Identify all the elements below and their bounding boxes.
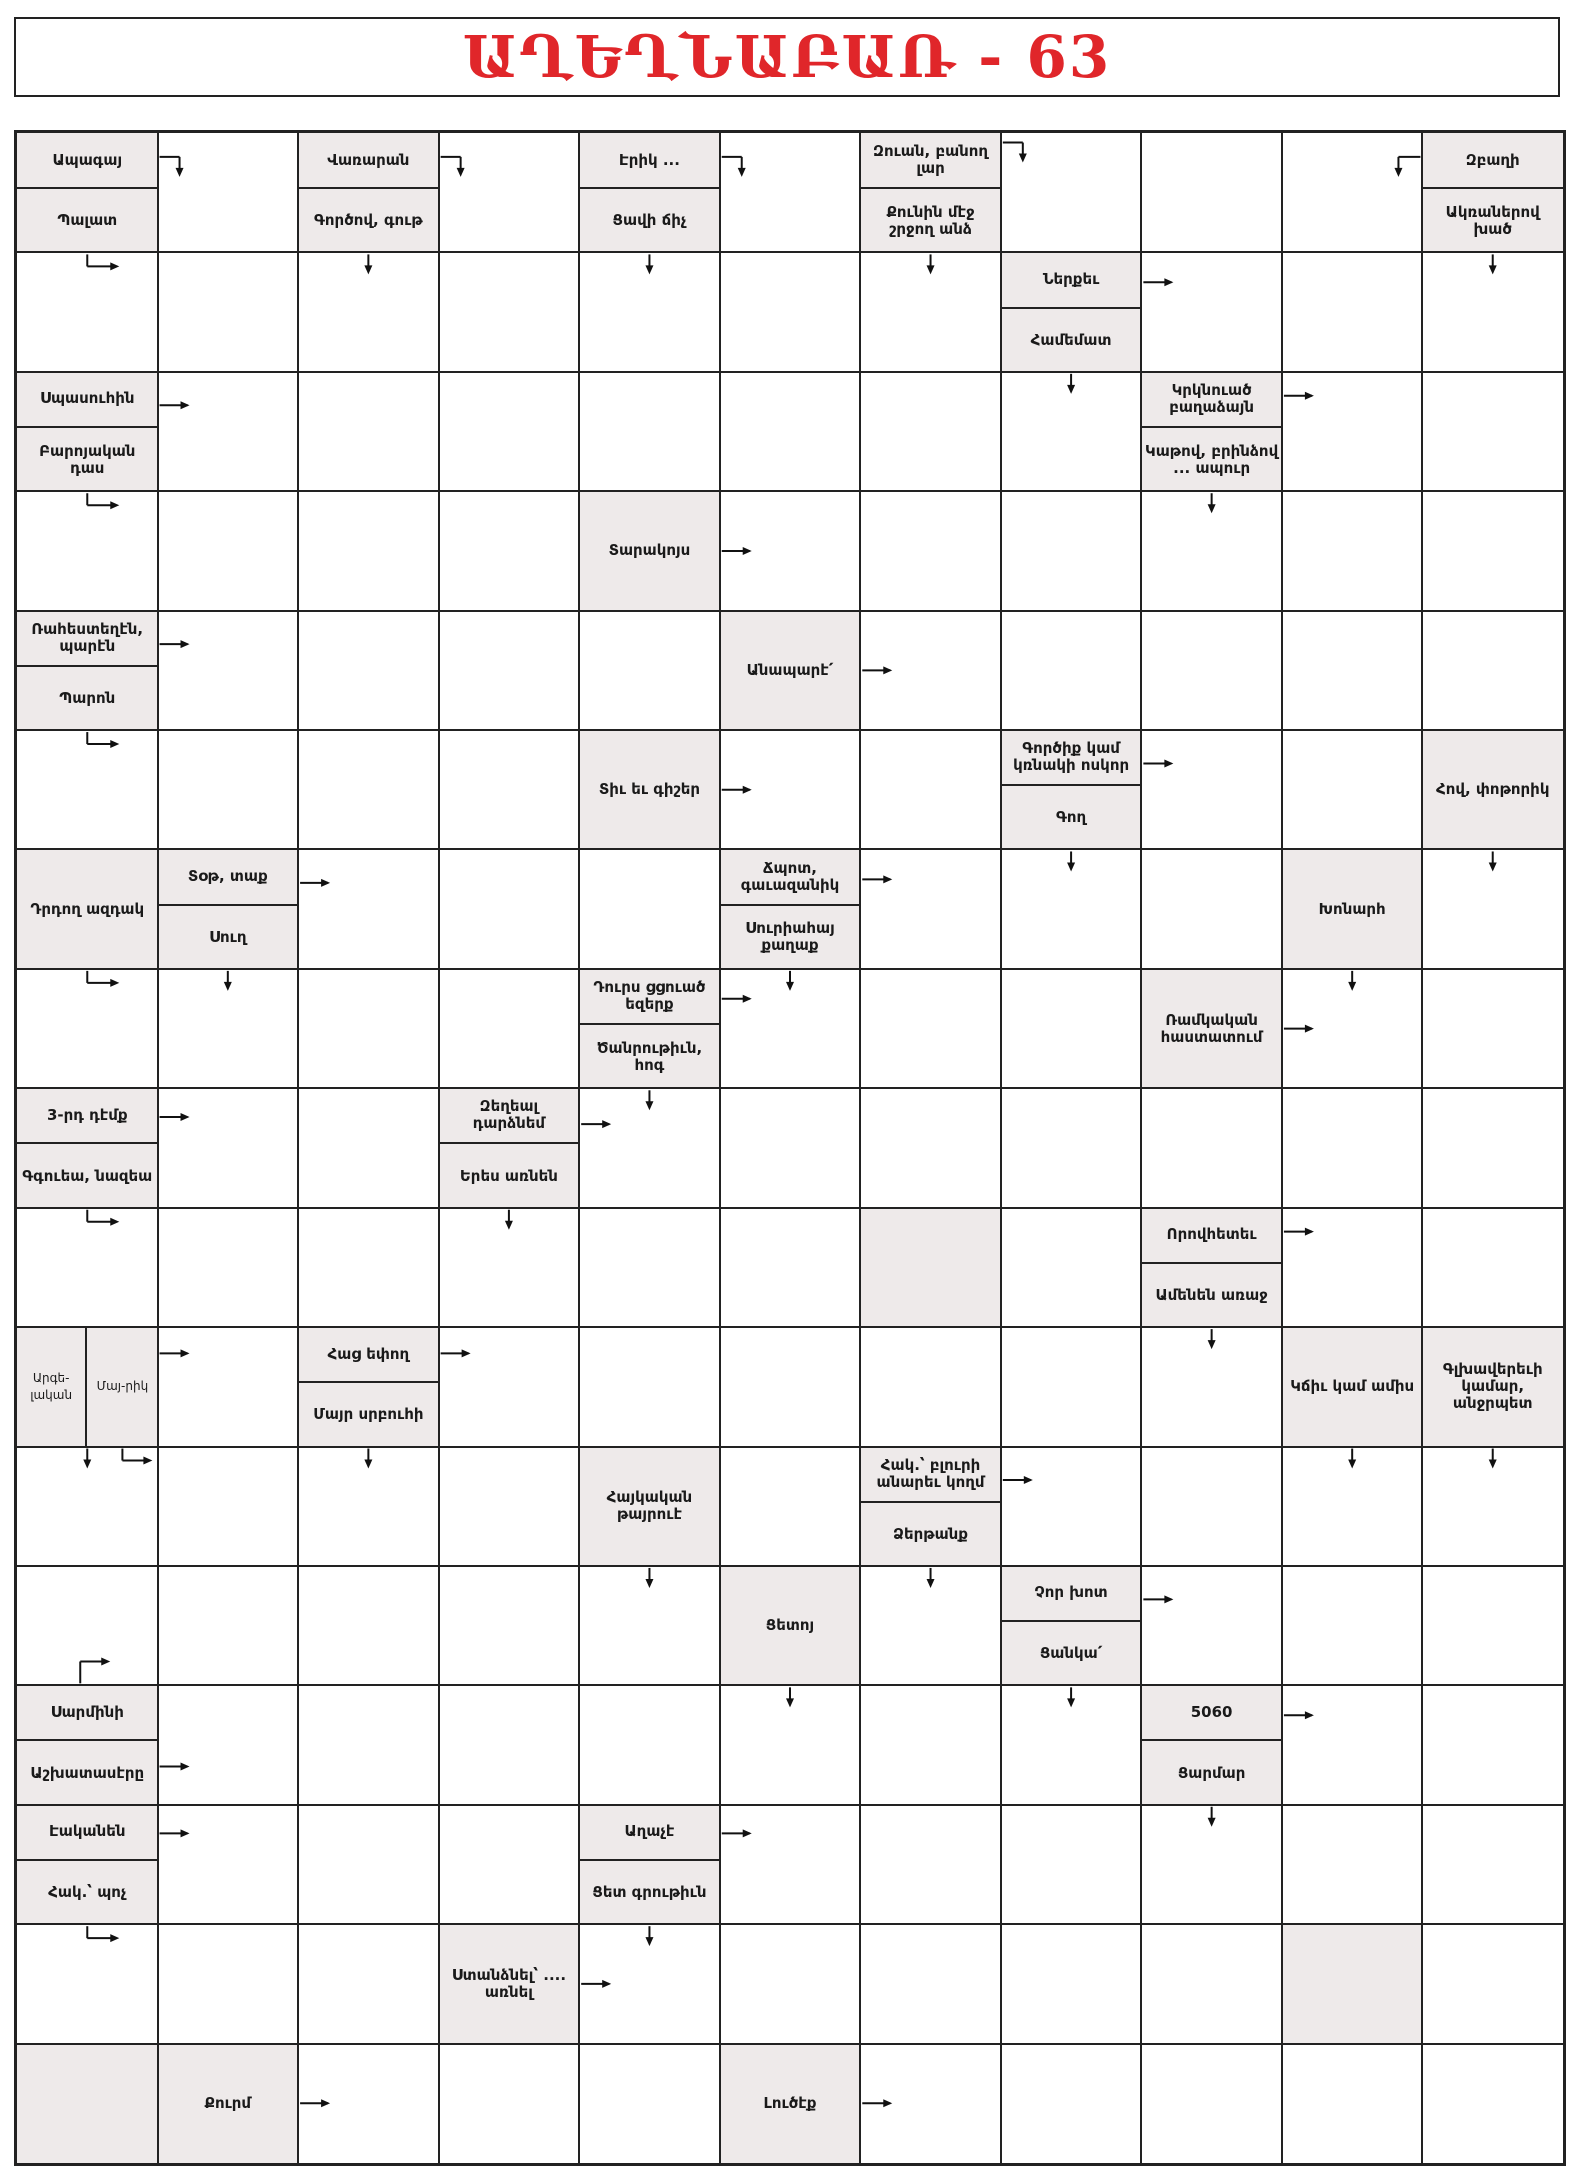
clue-arrow-icon [1003,143,1027,163]
clue-arrow-icon [80,1657,110,1683]
clue-cell: Քուրմ [158,2044,299,2163]
clue-cell: Տիւ եւ գիշեր [579,730,720,849]
clue-cell: 5060 [1141,1685,1282,1741]
clue-cell: Զբաղի [1422,133,1563,189]
clue-cell: Ապագայ [17,133,158,189]
clue-arrow-icon [1394,157,1420,177]
clue-arrow-icon [1489,1449,1497,1469]
clue-arrow-icon [722,157,746,177]
clue-arrow-icon [581,1980,611,1988]
clue-arrow-icon [645,254,653,274]
clue-cell: Արգե-լական [17,1327,87,1446]
clue-arrow-icon [160,1763,190,1771]
clue-cell: Կճիւ կամ ամիս [1282,1327,1423,1446]
clue-cell: Ցարմար [1141,1741,1282,1804]
clue-arrow-icon [1143,759,1173,767]
clue-cell: Սպասուհին [17,372,158,428]
clue-cell: Ակռաներով խած [1422,189,1563,252]
clue-cell: Գործով, գութ [298,189,439,252]
clue-arrow-icon [786,1687,794,1707]
clue-cell: Ամենեն առաջ [1141,1264,1282,1327]
clue-cell: Սարմինի [17,1685,158,1741]
clue-arrow-icon [87,1210,119,1226]
clue-cell: Աշխատասէրը [17,1741,158,1804]
clue-arrow-icon [441,1349,471,1357]
clue-arrow-icon [300,879,330,887]
clue-cell: Որովհետեւ [1141,1208,1282,1264]
clue-arrow-icon [722,547,752,555]
clue-arrow-icon [160,640,190,648]
clue-cell: Սուրիահայ քաղաք [720,906,861,969]
clue-cell: Գործիք կամ կռնակի ոսկոր [1001,730,1142,786]
clue-arrow-icon [87,493,119,509]
clue-arrow-icon [722,786,752,794]
clue-arrow-icon [160,157,184,177]
clue-cell: Մայ-րիկ [87,1327,157,1446]
clue-cell: Տարակոյս [579,491,720,610]
clue-cell: Դրդող ազդակ [17,849,158,968]
clue-arrow-icon [1067,1687,1075,1707]
clue-arrow-icon [862,666,892,674]
clue-arrow-icon [1489,851,1497,871]
clue-cell: Էրիկ ... [579,133,720,189]
clue-arrow-icon [441,157,465,177]
clue-arrow-icon [1208,1329,1216,1349]
clue-arrow-icon [160,1349,190,1357]
clue-arrow-icon [862,2099,892,2107]
clue-arrow-icon [927,254,935,274]
clue-arrow-icon [364,1449,372,1469]
clue-cell: Լուծէք [720,2044,861,2163]
clue-cell: Գլխավերեւի կամար, անջրպետ [1422,1327,1563,1446]
clue-cell: Համեմատ [1001,309,1142,372]
clue-arrow-icon [160,1113,190,1121]
clue-cell: Խոնարհ [1282,849,1423,968]
clue-arrow-icon [786,971,794,991]
clue-cell: Հակ.՝ պոչ [17,1861,158,1924]
clue-arrow-icon [87,254,119,270]
clue-cell: Գող [1001,786,1142,849]
clue-arrow-icon [581,1120,611,1128]
clue-arrow-icon [645,1568,653,1588]
clue-arrow-icon [1208,493,1216,513]
clue-cell: Պալատ [17,189,158,252]
clue-cell: Ճպոտ, գաւազանիկ [720,849,861,905]
clue-cell: Ռամկական հաստատում [1141,969,1282,1088]
clue-cell: Պարոն [17,667,158,730]
clue-cell: Ձերթանք [860,1503,1001,1566]
clue-arrow-icon [160,401,190,409]
clue-cell: Տօթ, տաք [158,849,299,905]
arrows-layer [17,133,1563,2163]
clue-arrow-icon [87,971,119,987]
clue-arrow-icon [1067,851,1075,871]
clue-cell: Հայկական թայրուէ [579,1447,720,1566]
clue-cell: Հակ.՝ բլուրի անարեւ կողմ [860,1447,1001,1503]
clue-arrow-icon [1489,254,1497,274]
clue-cell: Գգուեա, նազեա [17,1144,158,1207]
clue-cell: Մայր սրբուհի [298,1383,439,1446]
clue-arrow-icon [1284,1228,1314,1236]
clue-cell: Հաց եփող [298,1327,439,1383]
clue-arrow-icon [722,1829,752,1837]
clue-cell: Զեղեալ դարձնեմ [439,1088,580,1144]
page-title: ԱՂԵՂՆԱԲԱՌ - 63 [462,23,1112,91]
clue-arrow-icon [645,1926,653,1946]
clue-cell: Չոր խոտ [1001,1566,1142,1622]
clue-cell: Անապարէ՛ [720,611,861,730]
clue-arrow-icon [83,1449,91,1469]
clue-arrow-icon [1067,374,1075,394]
clue-arrow-icon [505,1210,513,1230]
clue-arrow-icon [87,1926,119,1942]
clue-arrow-icon [1143,1595,1173,1603]
clue-cell: Բարոյական դաս [17,428,158,491]
clue-cell: Կրկնուած բաղաձայն [1141,372,1282,428]
clue-arrow-icon [1208,1807,1216,1827]
clue-cell: Վառարան [298,133,439,189]
clue-cell: Զուան, բանող լար [860,133,1001,189]
clue-arrow-icon [1003,1476,1033,1484]
clue-arrow-icon [1143,278,1173,286]
clue-arrow-icon [1348,1449,1356,1469]
clue-cell: Էականեն [17,1805,158,1861]
clue-arrow-icon [722,995,752,1003]
clue-cell: Ցետ գրութիւն [579,1861,720,1924]
clue-cell: Ցանկա՛ [1001,1622,1142,1685]
clue-cell: Դուրս ցցուած եզերք [579,969,720,1025]
clue-cell: Քունին մէջ շրջող անձ [860,189,1001,252]
clue-arrow-icon [224,971,232,991]
clue-arrow-icon [1284,1025,1314,1033]
crossword-grid [14,130,1566,2166]
clue-cell: Ցետոյ [720,1566,861,1685]
clue-arrow-icon [1284,392,1314,400]
clue-cell: Հով, փոթորիկ [1422,730,1563,849]
clue-arrow-icon [645,1090,653,1110]
title-box [14,17,1560,97]
clue-arrow-icon [87,732,119,748]
clue-arrow-icon [300,2099,330,2107]
clue-cell: Ստանձնել՝ .... առնել [439,1924,580,2043]
clue-cell: Ցավի ճիչ [579,189,720,252]
clue-cell: Սուղ [158,906,299,969]
clue-cell: 3-րդ դէմք [17,1088,158,1144]
clue-cell: Ծանրութիւն, հոգ [579,1025,720,1088]
clue-arrow-icon [160,1829,190,1837]
clue-arrow-icon [122,1449,152,1465]
clue-arrow-icon [927,1568,935,1588]
clue-cell: Երես առնեն [439,1144,580,1207]
clue-arrow-icon [364,254,372,274]
clue-arrow-icon [1348,971,1356,991]
clue-cell: Ռահեստեղէն, պարէն [17,611,158,667]
clue-cell: Աղաչէ [579,1805,720,1861]
clue-arrow-icon [862,875,892,883]
clue-cell: Ներքեւ [1001,252,1142,308]
clue-arrow-icon [1284,1711,1314,1719]
clue-cell: Կաթով, բրինձով ... ապուր [1141,428,1282,491]
